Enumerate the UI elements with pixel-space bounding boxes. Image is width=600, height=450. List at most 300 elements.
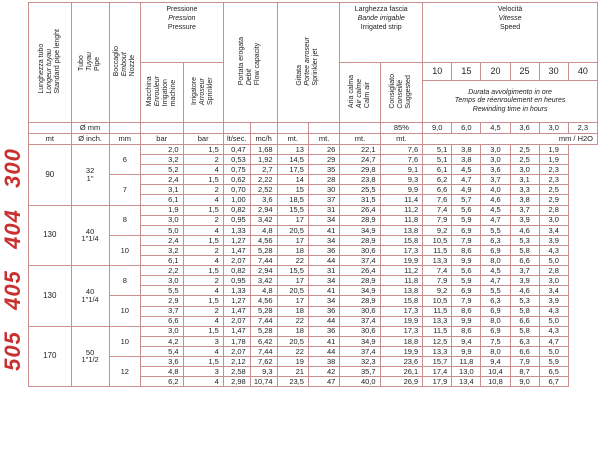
value-cell: 14,5 xyxy=(277,155,308,165)
value-cell: 19,9 xyxy=(380,256,423,266)
value-cell: 4,5 xyxy=(481,266,510,276)
value-cell: 3,0 xyxy=(140,276,183,286)
value-cell: 4,7 xyxy=(452,175,481,185)
value-cell: 29,8 xyxy=(340,165,380,175)
value-cell: 7,9 xyxy=(452,235,481,245)
value-cell: 1,5 xyxy=(183,296,223,306)
value-cell: 19,9 xyxy=(380,346,423,356)
value-cell: 2,5 xyxy=(510,145,539,155)
value-cell: 38 xyxy=(308,356,339,366)
value-cell: 8,6 xyxy=(452,306,481,316)
table-row xyxy=(29,296,598,306)
value-cell: 17,3 xyxy=(380,245,423,255)
value-cell: 7,9 xyxy=(423,276,452,286)
reference-time: 2,3 xyxy=(568,123,597,134)
value-cell: 4 xyxy=(183,256,223,266)
unit-label: mt. xyxy=(308,134,339,145)
header-text: Boccaglio xyxy=(112,46,120,77)
value-cell: 5,0 xyxy=(539,346,568,356)
header-text: Temps de réenroulement en heures xyxy=(454,97,566,105)
value-cell: 0,47 xyxy=(223,145,250,155)
value-cell: 17 xyxy=(277,296,308,306)
value-cell: 40,0 xyxy=(340,377,380,387)
value-cell: 1,5 xyxy=(183,145,223,155)
header-text: Gittata xyxy=(296,65,304,86)
value-cell: 24,7 xyxy=(340,155,380,165)
header-text: Irrigated strip xyxy=(360,23,402,31)
value-cell: 7,62 xyxy=(250,356,277,366)
units-row xyxy=(29,134,598,145)
value-cell: 22 xyxy=(277,346,308,356)
value-cell: 2 xyxy=(183,306,223,316)
value-cell: 9,4 xyxy=(452,336,481,346)
speed-25: 25 xyxy=(510,63,539,81)
value-cell: 22 xyxy=(277,256,308,266)
tube-header xyxy=(71,3,109,123)
value-cell: 5,8 xyxy=(510,306,539,316)
value-cell: 10,5 xyxy=(423,235,452,245)
value-cell: 36 xyxy=(308,306,339,316)
value-cell: 7,44 xyxy=(250,256,277,266)
value-cell: 1,5 xyxy=(183,205,223,215)
value-cell: 12,5 xyxy=(423,336,452,346)
value-cell: 6,6 xyxy=(510,346,539,356)
value-cell: 9,3 xyxy=(250,367,277,377)
value-cell: 2 xyxy=(183,155,223,165)
value-cell: 4,9 xyxy=(452,185,481,195)
value-cell: 0,82 xyxy=(223,205,250,215)
value-cell: 6,1 xyxy=(140,256,183,266)
value-cell: 2,3 xyxy=(539,175,568,185)
value-cell: 3,0 xyxy=(481,145,510,155)
value-cell: 3,1 xyxy=(140,185,183,195)
speed-20: 20 xyxy=(481,63,510,81)
value-cell: 2 xyxy=(183,185,223,195)
value-cell: 7,6 xyxy=(380,155,423,165)
value-cell: 35 xyxy=(308,165,339,175)
value-cell: 3,6 xyxy=(481,165,510,175)
unit-label: mt. xyxy=(340,134,380,145)
header-text: Pressure xyxy=(167,23,196,31)
table-row xyxy=(29,175,598,185)
unit-label: mt. xyxy=(380,134,423,145)
value-cell: 23,8 xyxy=(340,175,380,185)
value-cell: 3 xyxy=(183,336,223,346)
value-cell: 4,3 xyxy=(539,245,568,255)
value-cell: 3,4 xyxy=(539,286,568,296)
value-cell: 1,27 xyxy=(223,235,250,245)
header-text: machine xyxy=(169,80,177,107)
rewind-header xyxy=(423,81,598,123)
value-cell: 5,6 xyxy=(452,266,481,276)
value-cell: 7,6 xyxy=(423,195,452,205)
machine-pressure-header xyxy=(140,63,183,123)
value-cell: 28 xyxy=(308,175,339,185)
value-cell: 1,5 xyxy=(183,175,223,185)
value-cell: 13,3 xyxy=(423,316,452,326)
table-row xyxy=(29,235,598,245)
value-cell: 7,9 xyxy=(452,296,481,306)
value-cell: 1,9 xyxy=(539,145,568,155)
speed-header xyxy=(423,3,598,63)
value-cell: 31 xyxy=(308,205,339,215)
value-cell: 11,2 xyxy=(380,205,423,215)
header-text: Air calme xyxy=(355,78,363,109)
nozzle-cell: 10 xyxy=(109,296,140,326)
value-cell: 26 xyxy=(308,145,339,155)
value-cell: 5,7 xyxy=(452,195,481,205)
value-cell: 6,3 xyxy=(510,336,539,346)
value-cell: 2,8 xyxy=(539,266,568,276)
value-cell: 3,3 xyxy=(510,185,539,195)
calm-air-header xyxy=(340,63,380,123)
value-cell: 13,8 xyxy=(380,225,423,235)
value-cell: 8,6 xyxy=(452,326,481,336)
value-cell: 34,9 xyxy=(340,286,380,296)
value-cell: 5,3 xyxy=(510,235,539,245)
unit-label: mt xyxy=(29,134,72,145)
value-cell: 19,9 xyxy=(380,316,423,326)
value-cell: 6,9 xyxy=(481,326,510,336)
value-cell: 11,2 xyxy=(380,266,423,276)
value-cell: 3,8 xyxy=(510,195,539,205)
value-cell: 5,6 xyxy=(452,205,481,215)
header-text: Embout xyxy=(120,52,128,77)
value-cell: 1,68 xyxy=(250,145,277,155)
value-cell: 4,6 xyxy=(481,195,510,205)
value-cell: 7,4 xyxy=(423,266,452,276)
value-cell: 2,12 xyxy=(223,356,250,366)
value-cell: 44 xyxy=(308,256,339,266)
value-cell: 44 xyxy=(308,346,339,356)
value-cell: 0,95 xyxy=(223,276,250,286)
nozzle-cell: 8 xyxy=(109,205,140,235)
tube-length-cell: 170 xyxy=(29,326,72,387)
model-label-text: 405 xyxy=(0,270,25,311)
header-text: Nozzle xyxy=(128,55,136,77)
value-cell: 31,5 xyxy=(340,195,380,205)
value-cell: 5,0 xyxy=(539,316,568,326)
value-cell: 13,3 xyxy=(423,256,452,266)
value-cell: 4,8 xyxy=(140,367,183,377)
value-cell: 4,3 xyxy=(539,306,568,316)
table-header xyxy=(29,3,598,145)
value-cell: 1,00 xyxy=(223,195,250,205)
value-cell: 26,9 xyxy=(380,377,423,387)
reference-time: 6,0 xyxy=(452,123,481,134)
diam-mm-label: Ø mm xyxy=(71,123,109,134)
value-cell: 13,0 xyxy=(452,367,481,377)
value-cell: 37 xyxy=(308,195,339,205)
value-cell: 37,4 xyxy=(340,316,380,326)
value-cell: 4,3 xyxy=(539,326,568,336)
value-cell: 5,0 xyxy=(140,225,183,235)
value-cell: 3,9 xyxy=(510,276,539,286)
value-cell: 2 xyxy=(183,276,223,286)
value-cell: 34 xyxy=(308,296,339,306)
value-cell: 1,47 xyxy=(223,306,250,316)
value-cell: 30,6 xyxy=(340,306,380,316)
value-cell: 4 xyxy=(183,225,223,235)
value-cell: 5,8 xyxy=(510,326,539,336)
value-cell: 3,2 xyxy=(140,245,183,255)
header-text: Arroseur xyxy=(199,78,207,106)
value-cell: 18,8 xyxy=(380,336,423,346)
value-cell: 2,22 xyxy=(250,175,277,185)
reference-time: 4,5 xyxy=(481,123,510,134)
value-cell: 5,28 xyxy=(250,245,277,255)
value-cell: 2,8 xyxy=(539,205,568,215)
value-cell: 1,5 xyxy=(183,356,223,366)
value-cell: 8,6 xyxy=(452,245,481,255)
nozzle-cell: 6 xyxy=(109,145,140,175)
unit-label: mm xyxy=(109,134,140,145)
value-cell: 3,42 xyxy=(250,276,277,286)
value-cell: 2,4 xyxy=(140,175,183,185)
value-cell: 26,1 xyxy=(380,367,423,377)
model-label xyxy=(0,199,26,260)
header-text: Suggested xyxy=(405,75,413,109)
value-cell: 6,1 xyxy=(140,195,183,205)
value-cell: 5,9 xyxy=(452,215,481,225)
value-cell: 14 xyxy=(277,175,308,185)
value-cell: 47 xyxy=(308,377,339,387)
header-text: Rewinding time in hours xyxy=(472,105,548,113)
unit-label: Ø inch. xyxy=(71,134,109,145)
value-cell: 5,5 xyxy=(481,225,510,235)
value-cell: 4 xyxy=(183,165,223,175)
value-cell: 5,28 xyxy=(250,306,277,316)
header-text: Larghezza fascia xyxy=(354,6,408,13)
value-cell: 1,9 xyxy=(539,155,568,165)
value-cell: 17,9 xyxy=(423,377,452,387)
reference-time: 3,0 xyxy=(539,123,568,134)
value-cell: 3,9 xyxy=(539,235,568,245)
value-cell: 1,92 xyxy=(250,155,277,165)
value-cell: 3,7 xyxy=(510,266,539,276)
value-cell: 5,28 xyxy=(250,326,277,336)
value-cell: 2,07 xyxy=(223,256,250,266)
table-row xyxy=(29,266,598,276)
value-cell: 2 xyxy=(183,215,223,225)
reference-time: 9,0 xyxy=(423,123,452,134)
header-text: Standard pipe lenght xyxy=(53,29,61,94)
value-cell: 31 xyxy=(308,266,339,276)
value-cell: 23,6 xyxy=(380,356,423,366)
value-cell: 11,8 xyxy=(380,215,423,225)
value-cell: 2,9 xyxy=(539,195,568,205)
header-text: Pression xyxy=(168,14,196,22)
value-cell: 3,0 xyxy=(539,276,568,286)
value-cell: 2,52 xyxy=(250,185,277,195)
model-label xyxy=(0,138,26,199)
header-text: Debit xyxy=(246,69,254,86)
value-cell: 3,6 xyxy=(140,356,183,366)
header-text: Speed xyxy=(499,23,521,31)
value-cell: 9,3 xyxy=(380,175,423,185)
value-cell: 2,94 xyxy=(250,205,277,215)
value-cell: 13,4 xyxy=(452,377,481,387)
value-cell: 3,42 xyxy=(250,215,277,225)
value-cell: 4 xyxy=(183,195,223,205)
value-cell: 3,0 xyxy=(481,155,510,165)
value-cell: 4 xyxy=(183,286,223,296)
value-cell: 26,4 xyxy=(340,205,380,215)
tube-cell: 40 1"1/4 xyxy=(71,205,109,266)
value-cell: 34 xyxy=(308,235,339,245)
value-cell: 6,5 xyxy=(539,367,568,377)
value-cell: 4,6 xyxy=(510,286,539,296)
tube-length-header xyxy=(29,3,72,123)
value-cell: 9,9 xyxy=(380,185,423,195)
header-text: Calm air xyxy=(363,81,371,109)
nozzle-cell: 8 xyxy=(109,266,140,296)
value-cell: 3,8 xyxy=(452,155,481,165)
table-row xyxy=(29,145,598,155)
value-cell: 5,8 xyxy=(510,245,539,255)
value-cell: 2,07 xyxy=(223,346,250,356)
unit-label: mc/h xyxy=(250,134,277,145)
value-cell: 17,4 xyxy=(423,367,452,377)
value-cell: 15,5 xyxy=(277,266,308,276)
value-cell: 3,6 xyxy=(250,195,277,205)
value-cell: 0,95 xyxy=(223,215,250,225)
value-cell: 6,2 xyxy=(140,377,183,387)
value-cell: 10,5 xyxy=(423,296,452,306)
value-cell: 4,8 xyxy=(250,225,277,235)
value-cell: 0,82 xyxy=(223,266,250,276)
value-cell: 6,42 xyxy=(250,336,277,346)
nozzle-cell: 12 xyxy=(109,356,140,386)
value-cell: 5,5 xyxy=(481,286,510,296)
value-cell: 7,9 xyxy=(510,356,539,366)
nozzle-header xyxy=(109,3,140,123)
unit-label: lt/sec. xyxy=(223,134,250,145)
value-cell: 9,1 xyxy=(380,165,423,175)
value-cell: 9,9 xyxy=(452,316,481,326)
model-label-text: 505 xyxy=(0,331,25,371)
value-cell: 4,7 xyxy=(481,215,510,225)
value-cell: 1,5 xyxy=(183,266,223,276)
value-cell: 6,7 xyxy=(539,377,568,387)
header-text: Enrouleur xyxy=(153,76,161,107)
value-cell: 42 xyxy=(308,367,339,377)
value-cell: 5,5 xyxy=(140,286,183,296)
value-cell: 0,62 xyxy=(223,175,250,185)
value-cell: 17,5 xyxy=(277,165,308,175)
value-cell: 13 xyxy=(277,145,308,155)
value-cell: 17,3 xyxy=(380,326,423,336)
value-cell: 9,2 xyxy=(423,225,452,235)
reference-row xyxy=(29,123,598,134)
header-text: Pipe xyxy=(94,56,102,71)
tube-cell: 32 1" xyxy=(71,145,109,206)
value-cell: 18,5 xyxy=(277,195,308,205)
header-text: Sprinkler jet xyxy=(312,48,320,86)
model-label-text: 300 xyxy=(0,148,25,189)
value-cell: 4 xyxy=(183,316,223,326)
value-cell: 1,33 xyxy=(223,225,250,235)
header-text: Consigliato xyxy=(389,74,397,109)
value-cell: 6,3 xyxy=(481,296,510,306)
value-cell: 4,2 xyxy=(140,336,183,346)
value-cell: 8,7 xyxy=(510,367,539,377)
tube-cell: 40 1"1/4 xyxy=(71,266,109,327)
unit-label: bar xyxy=(140,134,183,145)
value-cell: 22,1 xyxy=(340,145,380,155)
value-cell: 9,0 xyxy=(510,377,539,387)
value-cell: 5,1 xyxy=(423,155,452,165)
value-cell: 1,9 xyxy=(140,205,183,215)
tube-length-cell: 130 xyxy=(29,266,72,327)
value-cell: 11,5 xyxy=(423,306,452,316)
value-cell: 2,0 xyxy=(140,145,183,155)
model-label xyxy=(0,260,26,321)
value-cell: 3,2 xyxy=(140,155,183,165)
header-text: Flow capacity xyxy=(254,43,262,86)
table-row xyxy=(29,356,598,366)
header-text: Portee arroseur xyxy=(304,37,312,86)
value-cell: 4,5 xyxy=(481,205,510,215)
table-body xyxy=(29,145,598,387)
value-cell: 2,7 xyxy=(250,165,277,175)
unit-label: mm / H2O xyxy=(423,134,598,145)
header-text: Pressione xyxy=(166,6,198,13)
value-cell: 29 xyxy=(308,155,339,165)
header-text: Lunghezza tubo xyxy=(37,43,45,94)
reference-time: 3,6 xyxy=(510,123,539,134)
value-cell: 41 xyxy=(308,225,339,235)
value-cell: 11,8 xyxy=(380,276,423,286)
header-text: Tubo xyxy=(78,55,85,71)
speed-30: 30 xyxy=(539,63,568,81)
sprinkler-pressure-header xyxy=(183,63,223,123)
value-cell: 20,5 xyxy=(277,336,308,346)
header-text: Longeur tuyau xyxy=(45,49,53,94)
header-text: Irrigation xyxy=(161,79,169,107)
value-cell: 15,5 xyxy=(277,205,308,215)
value-cell: 30,6 xyxy=(340,326,380,336)
value-cell: 3,7 xyxy=(510,205,539,215)
value-cell: 7,9 xyxy=(423,215,452,225)
value-cell: 3,1 xyxy=(510,175,539,185)
value-cell: 20,5 xyxy=(277,286,308,296)
header-text: Durata avvolgimento in ore xyxy=(468,88,552,96)
value-cell: 6,6 xyxy=(510,256,539,266)
model-label-text: 404 xyxy=(0,209,25,250)
value-cell: 4 xyxy=(183,377,223,387)
value-cell: 21 xyxy=(277,367,308,377)
value-cell: 7,44 xyxy=(250,346,277,356)
value-cell: 18 xyxy=(277,245,308,255)
value-cell: 3,0 xyxy=(510,165,539,175)
value-cell: 23,5 xyxy=(277,377,308,387)
value-cell: 7,5 xyxy=(481,336,510,346)
value-cell: 17 xyxy=(277,215,308,225)
value-cell: 6,3 xyxy=(481,235,510,245)
value-cell: 36 xyxy=(308,326,339,336)
value-cell: 3,0 xyxy=(539,215,568,225)
flow-header xyxy=(223,3,277,123)
nozzle-cell: 7 xyxy=(109,175,140,205)
speed-40: 40 xyxy=(568,63,597,81)
value-cell: 44 xyxy=(308,316,339,326)
value-cell: 2,58 xyxy=(223,367,250,377)
tube-cell: 50 1"1/2 xyxy=(71,326,109,387)
value-cell: 3,8 xyxy=(452,145,481,155)
value-cell: 26,4 xyxy=(340,266,380,276)
table-row xyxy=(29,205,598,215)
